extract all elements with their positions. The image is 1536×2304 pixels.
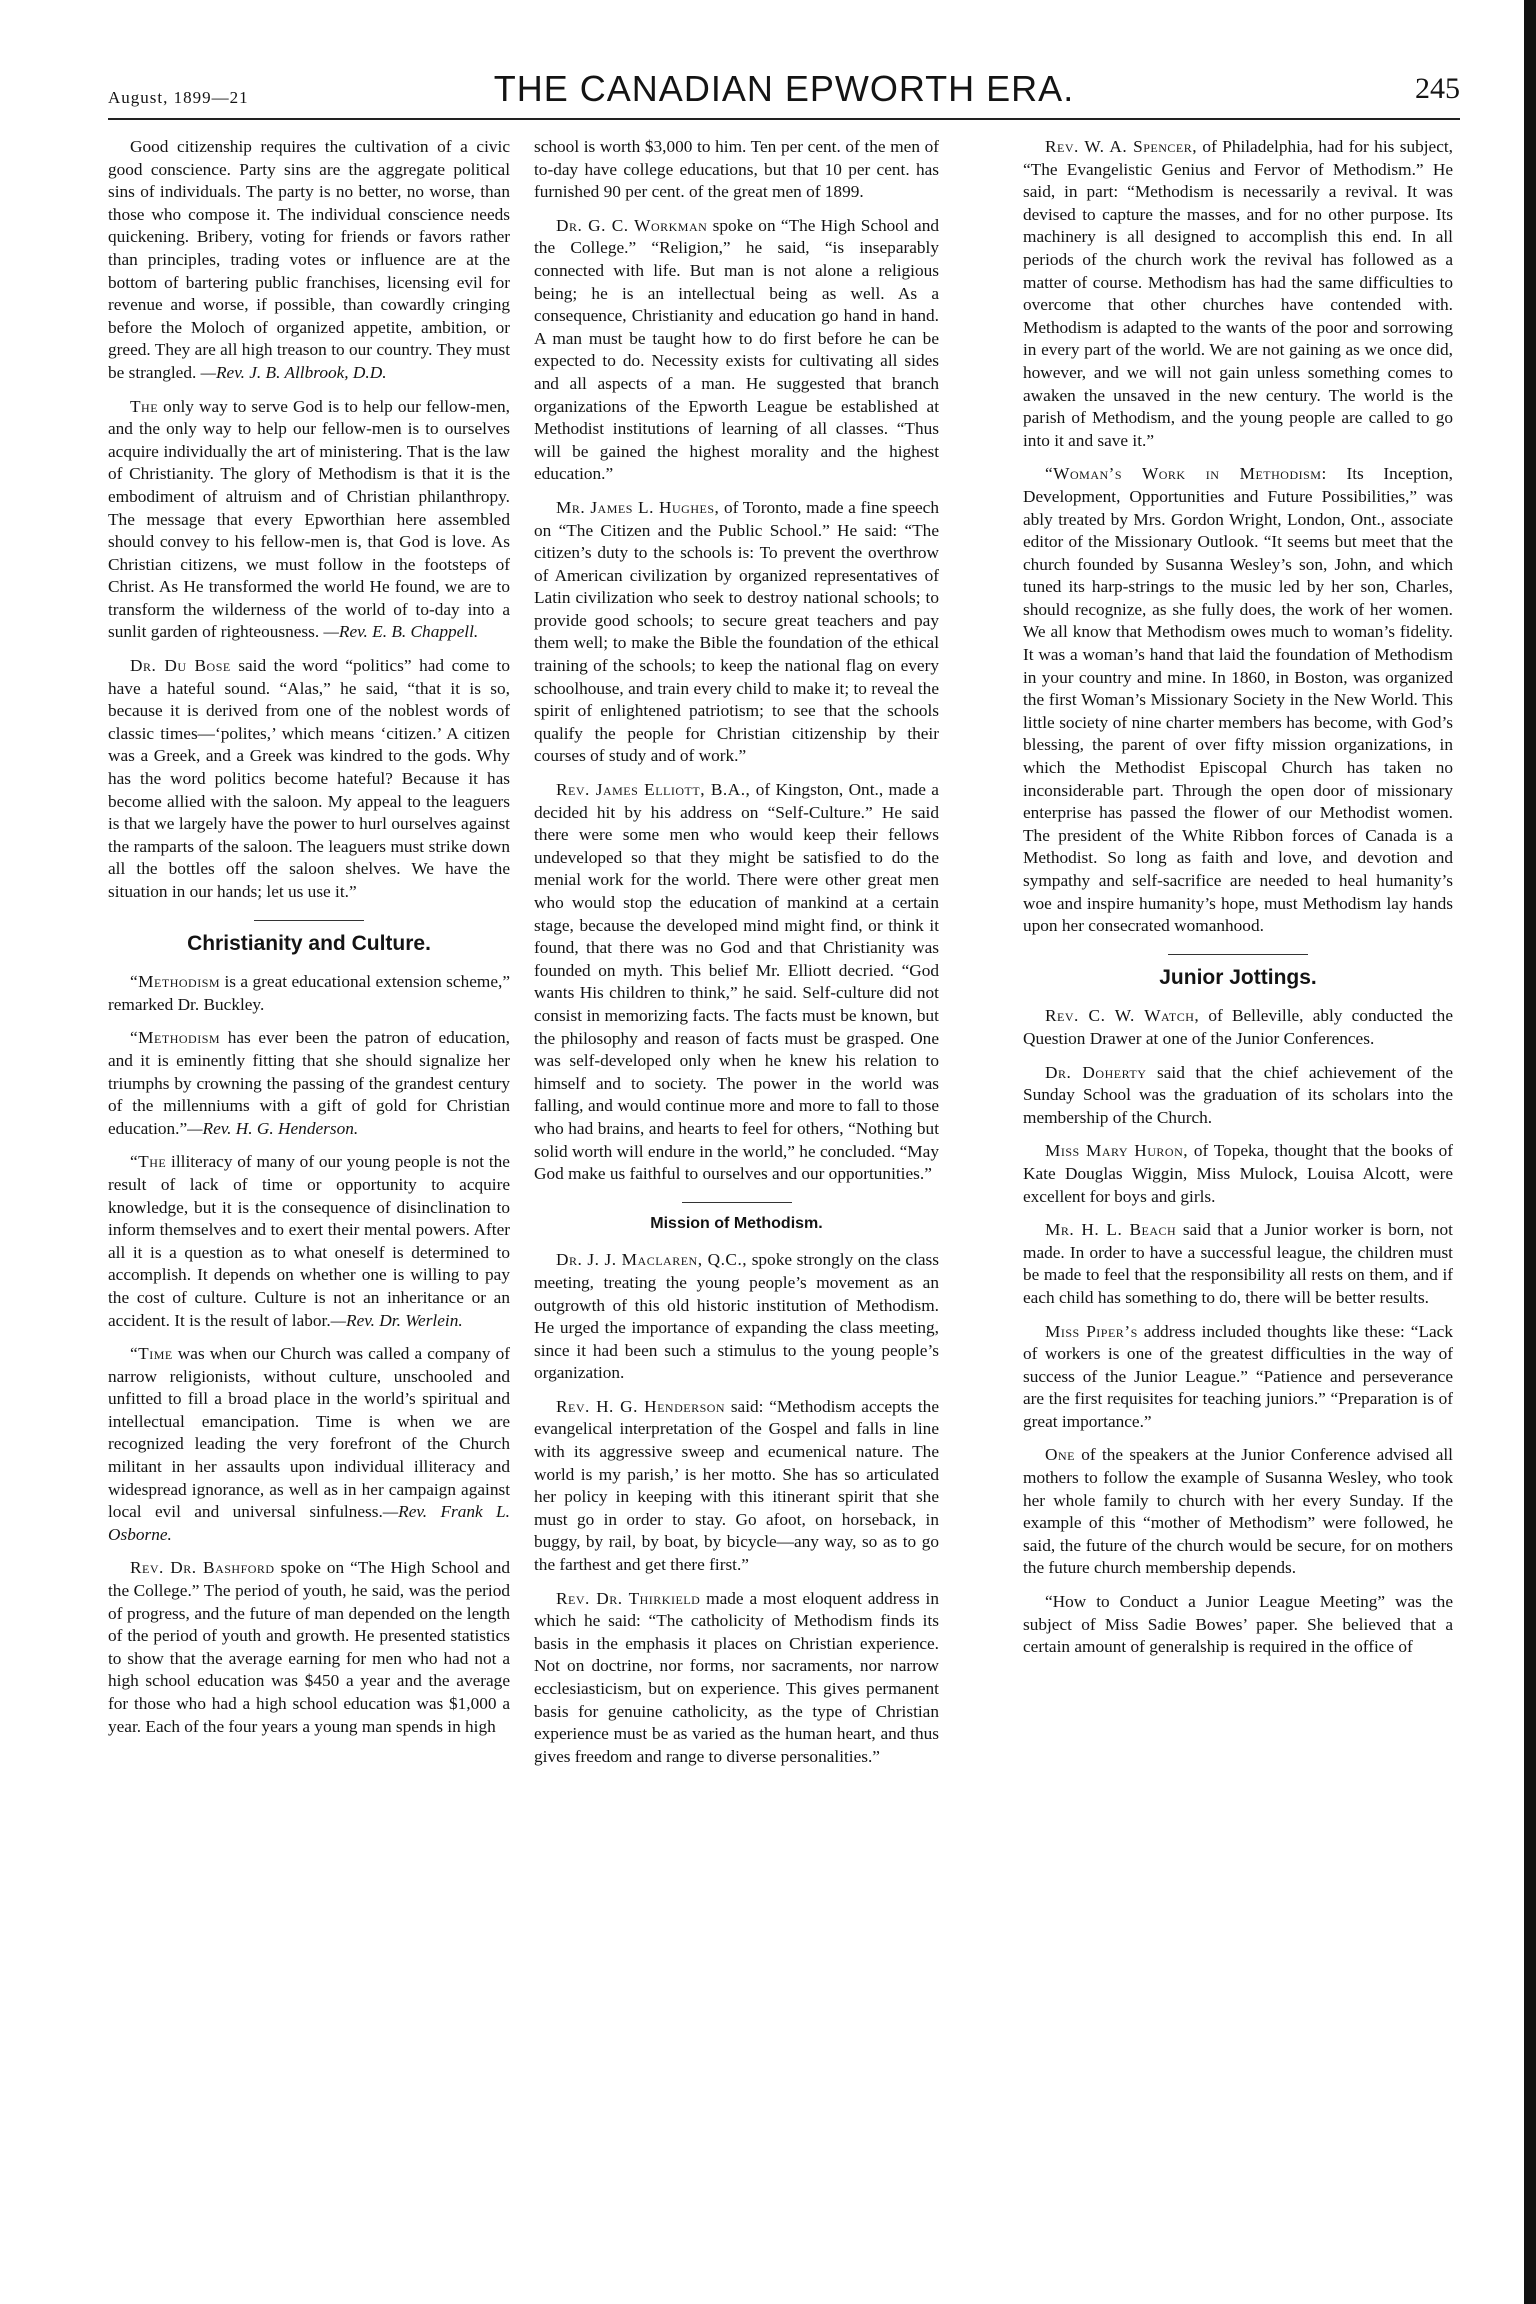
paragraph: “The illiteracy of many of our young people is not the result of lack of time or opportunity to acquire knowledge, but it is the consequence of disinclination to inform themselves and to exert their mental powers. After all it is a question as to what oneself is determined to accomplish. It depends on whether one is willing to pay the cost of culture. Culture is not an inheritance or an accident. It is the result of labor.—Rev. Dr. Werlein. [108, 1152, 510, 1330]
paragraph: “How to Conduct a Junior League Meeting” was the subject of Miss Sadie Bowes’ paper. She believed that a certain amount of generalship is required in the office of [1023, 1592, 1453, 1657]
page-header [108, 66, 1460, 116]
lead-in: Rev. W. A. Spencer, [1045, 137, 1198, 156]
lead-in: “The [130, 1152, 167, 1172]
section-heading: Mission of Methodism. [650, 1214, 823, 1232]
signature: —Rev. E. B. Chappell. [323, 622, 479, 642]
column-1 [108, 136, 510, 1749]
header-rule [108, 118, 1460, 120]
lead-in: “Methodism [130, 972, 221, 992]
lead-in: Rev. James Elliott, B.A., [556, 780, 751, 800]
paragraph: Miss Mary Huron, of Topeka, thought that the books of Kate Douglas Wiggin, Miss Mulock, Louisa Alcott, were excellent for boys and girls. [1023, 1141, 1454, 1206]
paragraph: Mr. James L. Hughes, of Toronto, made a fine speech on “The Citizen and the Public School.” He said: “The citizen’s duty to the schools is: To prevent the overthrow of American civilization by organized representatives of Latin civilization who seek to destroy national schools; to provide good schools; to secure great teachers and pay them well; to make the Bible the foundation of the ethical training of the schools; to keep the national flag on every schoolhouse, and train every child to make it; to reveal the spirit of enlightened patriotism; to see that the schools qualify the people for Christian citizenship by their courses of study and of work.” [534, 497, 939, 766]
lead-in: Rev. Dr. Bashford [130, 1558, 275, 1578]
lead-in: “Methodism [130, 1028, 221, 1048]
paragraph: Rev. W. A. Spencer, of Philadelphia, had for his subject, “The Evangelistic Genius and Fervor of Methodism.” He said, in part: “Methodism is necessarily a revival. It was devised to capture the masses, and for no other purpose. Its machinery is all designed to accomplish this end. In all periods of the church work the revival has followed as a matter of course. Methodism has had the same difficulties to overcome that other churches have contended with. Methodism is adapted to the wants of the poor and sorrowing in every part of the world. We are not gaining as we once did, however, and we will not gain unless something comes to awaken the unsaved in the new century. The world is the parish of Methodism, and the young people are called to go into it and save it.” [1023, 137, 1453, 450]
paragraph: Good citizenship requires the cultivation of a civic good conscience. Party sins are the aggregate political sins of individuals. The party is no better, no worse, than those who compose it. The individual conscience needs quickening. Bribery, voting for friends or favors rather than principles, trading votes or influence are at the bottom of bartering public franchises, licensing evil for revenue and worse, if possible, than cowardly cringing before the Moloch of organized appetite, ambition, or greed. They are all high treason to our country. They must be strangled. —Rev. J. B. Allbrook, D.D. [108, 137, 510, 382]
lead-in: Rev. Dr. Thirkield [556, 1588, 701, 1608]
paragraph: “Woman’s Work in Methodism: Its Inception, Development, Opportunities and Future Possibilities,” was ably treated by Mrs. Gordon Wright, London, Ont., associate editor of the Missionary Outlook. “It seems but meet that the church founded by Susanna Wesley’s son, John, and which tuned its harp-strings to the music led by her son, Charles, should recognize, as she fully does, the work of her women. We all know that Methodism owes much to woman’s fidelity. It was a woman’s hand that laid the foundation of Methodism in your country and mine. In 1860, in Boston, was organized the first Woman’s Missionary Society in the New World. This little society of nine charter members has become, with God’s blessing, the parent of over fifty mission organizations, in which the Methodist Episcopal Church has taken no inconsiderable part. Through the open door of missionary enterprise has passed the flower of our Methodist women. The president of the White Ribbon forces of Canada is a Methodist. So long as faith and love, and devotion and sympathy and self-sacrifice are needed to heal humanity’s woe and inspire humanity’s hope, must Methodism lay hands upon her consecrated womanhood. [1023, 464, 1454, 936]
section-heading: Christianity and Culture. [187, 931, 431, 955]
paragraph: Miss Piper’s address included thoughts like these: “Lack of workers is one of the greatest difficulties in the way of success of the Junior League.” “Patience and perseverance are the first requisites for teaching juniors.” “Preparation is of great importance.” [1023, 1321, 1453, 1431]
lead-in: The [130, 396, 159, 416]
paragraph: “Methodism has ever been the patron of education, and it is eminently fitting that she should signalize her triumphs by crowning the passing of the grandest century of the millenniums with a gift of gold for Christian education.”—Rev. H. G. Henderson. [108, 1028, 511, 1138]
paragraph: Rev. James Elliott, B.A., of Kingston, Ont., made a decided hit by his address on “Self-Culture.” He said there were some men who would keep their fellows undeveloped so that they might be satisfied to do the menial work for the world. There were other great men who would stop the education of mankind at a certain stage, because the developed mind might find, or think it found, that there was no God and that Christianity was founded on myth. This belief Mr. Elliott decried. “God wants His children to think,” he said. Self-culture did not consist in memorizing facts. The facts must be known, but the philosophy and reason of facts must be grasped. One was self-developed only when he knew his relation to himself and to society. The power in the world was falling, and would continue more and more to fall to those who had brains, and hearts to feel for others, “Nothing but solid worth will endure in the world,” he concluded. “May God make us faithful to ourselves and our opportunities.” [534, 780, 939, 1184]
signature: —Rev. Dr. Werlein. [330, 1310, 463, 1330]
lead-in: Rev. H. G. Henderson [556, 1396, 726, 1416]
lead-in: Mr. James L. Hughes, [556, 497, 720, 517]
lead-in: Dr. Doherty [1045, 1062, 1147, 1082]
paragraph: The only way to serve God is to help our fellow-men, and the only way to help our fellow-men is to ourselves acquire individually the art of ministering. That is the law of Christianity. The glory of Methodism is that it is the embodiment of altruism and of Christian philanthropy. The message that every Epworthian here assembled should convey to his fellow-men is, that God is love. As Christian citizens, we must follow in the footsteps of Christ. As He transformed the world He found, we are to transform the wilderness of the world of to-day into a sunlit garden of righteousness. —Rev. E. B. Chappell. [108, 396, 510, 642]
paragraph: Rev. Dr. Thirkield made a most eloquent address in which he said: “The catholicity of Methodism finds its basis in the emphasis it places on Christian experience. Not on doctrine, nor forms, nor sacraments, nor narrow ecclesiasticism, but on experience. This gives permanent basis for genuine catholicity, as the type of Christian experience must be as varied as the human heart, and thus gives freedom and range to diverse personalities.” [534, 1588, 939, 1766]
paragraph: Mr. H. L. Beach said that a Junior worker is born, not made. In order to have a successful league, the children must be made to feel that the responsibility all rests on them, and if each child has something to do, there will be better results. [1023, 1220, 1453, 1307]
paragraph: Rev. Dr. Bashford spoke on “The High School and the College.” The period of youth, he said, was the period of progress, and the future of man depended on the length of the period of youth and growth. He presented statistics to show that the average earning for men who had not a high school education was $450 a year and the average for those who had a high school education was $1,000 a year. Each of the four years a young man spends in high [108, 1558, 510, 1736]
lead-in: “Woman’s Work in Methodism: [1045, 464, 1327, 484]
paragraph: Dr. G. C. Workman spoke on “The High School and the College.” “Religion,” he said, “is inseparably connected with life. But man is not alone a religious being; he is an intellectual being as well. As a consequence, Christianity and education go hand in hand. A man must be taught how to do first before he can be expected to do. Necessity exists for cultivating all sides and all aspects of a man. He suggested that branch organizations of the Epworth League be established at Methodist institutions of learning of all classes. “Thus will be gained the highest morality and the highest education.” [534, 215, 939, 484]
scan-edge-border [1524, 0, 1536, 2304]
paragraph: One of the speakers at the Junior Conference advised all mothers to follow the example of Susanna Wesley, who took her whole family to church with her every Sunday. If the example of this “mother of Methodism” were followed, he said, the future of the church would be secure, for on mothers the future church membership depends. [1023, 1445, 1453, 1578]
paragraph: school is worth $3,000 to him. Ten per cent. of the men of to-day have college educations, but that 10 per cent. has furnished 90 per cent. of the great men of 1899. [534, 137, 939, 202]
column-2 [534, 136, 939, 1779]
paragraph: “Time was when our Church was called a company of narrow religionists, without culture, unschooled and unfitted to fill a broad place in the world’s spiritual and intellectual emancipation. Time is when we are recognized leading the very forefront of the Church militant in her assaults upon individual illiteracy and widespread ignorance, as well as in her campaign against local evil and universal sinfulness.—Rev. Frank L. Osborne. [108, 1344, 510, 1544]
paragraph: Rev. C. W. Watch, of Belleville, ably conducted the Question Drawer at one of the Junior Conferences. [1023, 1006, 1453, 1048]
signature: —Rev. H. G. Henderson. [187, 1118, 359, 1138]
masthead-title: THE CANADIAN EPWORTH ERA. [493, 68, 1075, 109]
lead-in: Miss Mary Huron, [1045, 1141, 1189, 1161]
paragraph: Rev. H. G. Henderson said: “Methodism accepts the evangelical interpretation of the Gospel and falls in line with its aggressive sweep and ecumenical nature. The world is my parish,’ is her motto. She has so articulated her policy in keeping with this itinerant spirit that she must go in order to stay. Go afoot, on horseback, in buggy, by rail, by boat, by bicycle—any way, so as to go the farthest and get there first.” [534, 1396, 939, 1575]
page-number: 245 [1415, 72, 1460, 105]
lead-in: Rev. C. W. Watch, [1045, 1006, 1200, 1026]
section-heading: Junior Jottings. [1159, 965, 1317, 989]
section-divider [1168, 954, 1308, 955]
paragraph: Dr. Doherty said that the chief achievement of the Sunday School was the graduation of its scholars into the membership of the Church. [1023, 1062, 1453, 1127]
lead-in: Mr. H. L. Beach [1045, 1220, 1177, 1240]
paragraph: Dr. Du Bose said the word “politics” had come to have a hateful sound. “Alas,” he said, “that it is so, because it is derived from one of the noblest words of classic times—‘polites,’ which means ‘citizen.’ A citizen was a Greek, and a Greek was kindred to the gods. Why has the word politics become hateful? Because it has become allied with the saloon. My appeal to the leaguers is that we largely have the power to hurl ourselves against the ramparts of the saloon. The leaguers must strike down all the bottles off the saloon shelves. We have the situation in our hands; let us use it.” [108, 656, 510, 901]
paragraph: “Methodism is a great educational extension scheme,” remarked Dr. Buckley. [108, 972, 510, 1014]
lead-in: Miss Piper’s [1045, 1321, 1138, 1341]
lead-in: Dr. G. C. Workman [556, 215, 708, 235]
column-3 [1023, 136, 1453, 1670]
section-divider [254, 920, 364, 921]
section-divider [682, 1202, 792, 1203]
lead-in: Dr. Du Bose [130, 656, 231, 676]
signature: —Rev. J. B. Allbrook, D.D. [200, 362, 387, 382]
lead-in: “Time [130, 1344, 173, 1364]
header-date-folio: August, 1899—21 [108, 88, 249, 107]
lead-in: Dr. J. J. Maclaren, Q.C., [556, 1250, 748, 1270]
paragraph: Dr. J. J. Maclaren, Q.C., spoke strongly on the class meeting, treating the young people’s movement as an outgrowth of this old historic institution of Methodism. He urged the importance of expanding the class meeting, since it had been such a stimulus to the young people’s organization. [534, 1250, 939, 1383]
lead-in: One [1045, 1445, 1075, 1465]
signature: —Rev. Frank L. Osborne. [108, 1502, 510, 1544]
